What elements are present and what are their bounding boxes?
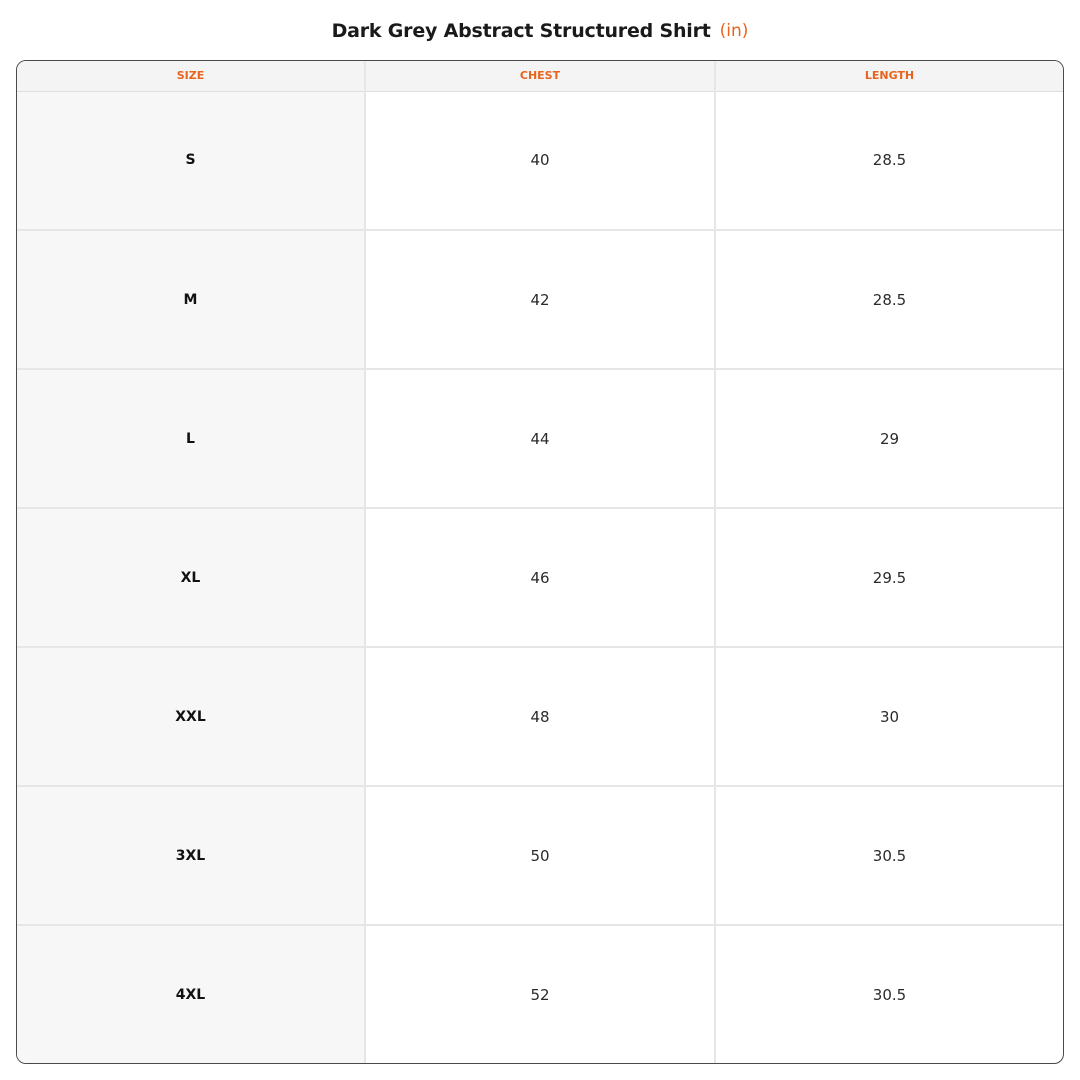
table-row — [17, 369, 1063, 508]
page-title: Dark Grey Abstract Structured Shirt — [331, 20, 711, 42]
table-row — [17, 647, 1063, 786]
table-row — [17, 786, 1063, 925]
chest-cell: 44 — [365, 369, 715, 508]
unit-label: (in) — [719, 21, 749, 41]
size-chart-table — [16, 60, 1064, 1064]
size-cell: XL — [17, 508, 365, 647]
table-row — [17, 508, 1063, 647]
length-cell: 28.5 — [715, 91, 1063, 230]
chest-cell: 52 — [365, 925, 715, 1064]
size-cell: 3XL — [17, 786, 365, 925]
size-cell: XXL — [17, 647, 365, 786]
header-size: SIZE — [17, 61, 365, 91]
header-length: LENGTH — [715, 61, 1063, 91]
size-cell: M — [17, 230, 365, 369]
size-cell: S — [17, 91, 365, 230]
chest-cell: 42 — [365, 230, 715, 369]
length-cell: 30.5 — [715, 786, 1063, 925]
header-row — [17, 61, 1063, 91]
length-cell: 30.5 — [872, 986, 907, 1004]
chest-cell: 48 — [365, 647, 715, 786]
length-cell: 29.5 — [715, 508, 1063, 647]
chest-cell: 50 — [365, 786, 715, 925]
size-cell: 4XL — [17, 925, 365, 1064]
chest-cell: 40 — [365, 91, 715, 230]
table-header — [17, 61, 1063, 91]
title-row — [0, 14, 1080, 48]
length-cell: 28.5 — [715, 230, 1063, 369]
table-row — [17, 230, 1063, 369]
size-cell: L — [17, 369, 365, 508]
length-cell: 30 — [715, 647, 1063, 786]
length-cell: 29 — [715, 369, 1063, 508]
table-row — [17, 91, 1063, 230]
table-body — [17, 91, 1063, 1064]
chest-cell: 46 — [365, 508, 715, 647]
table-row — [17, 925, 1063, 1064]
header-chest: CHEST — [365, 61, 715, 91]
